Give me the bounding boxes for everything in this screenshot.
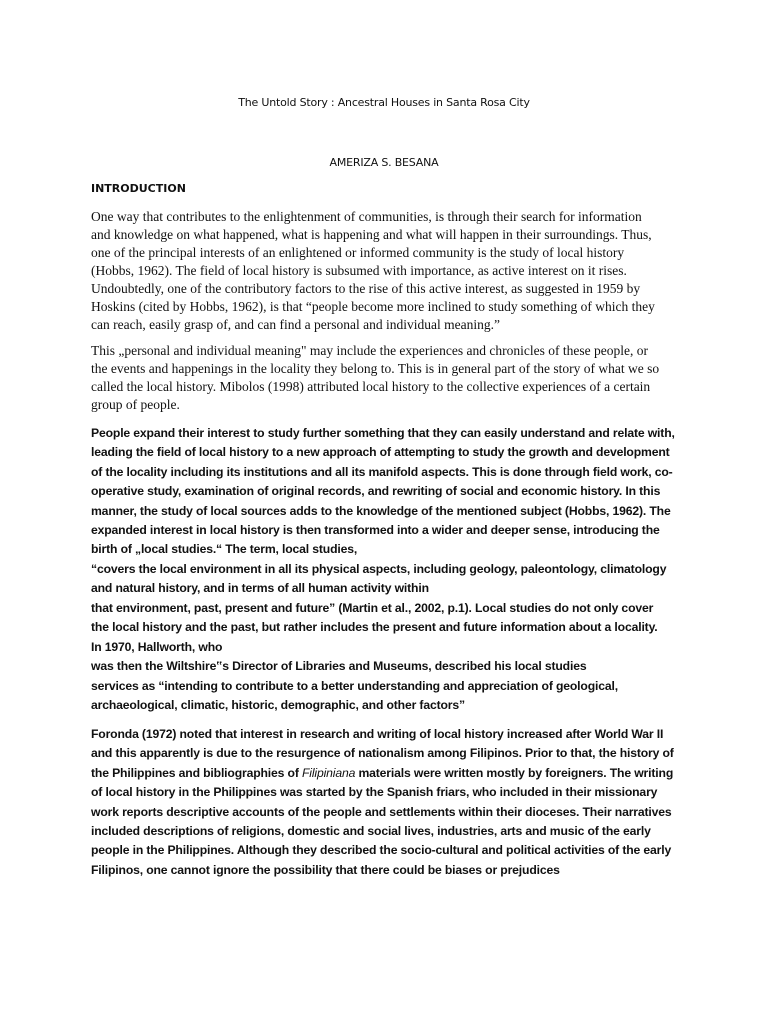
text-line: was then the Wiltshire‟s Director of Libraries and Museums, described his local studies (91, 659, 587, 674)
paragraph-4 (91, 638, 683, 716)
text-line: the events and happenings in the locality they belong to. This is in general part of the story of what we so (91, 361, 660, 376)
paragraph-1 (91, 208, 681, 334)
text-line: one of the principal interests of an enlightened or informed community is the study of local history (91, 245, 625, 260)
text-line: work reports descriptive accounts of the people and settlements within their dioceses. Their narratives (91, 804, 672, 819)
text-line: the local history and the past, but rather includes the present and future information about a locality. (91, 620, 658, 635)
paragraph-2 (91, 342, 681, 414)
text-line: of local history in the Philippines was started by the Spanish friars, who included in their missionary (91, 785, 658, 800)
text-line: of the locality including its institutions and all its manifold aspects. This is done through field work, co- (91, 464, 673, 479)
text-line: “covers the local environment in all its physical aspects, including geology, paleontology, climatology (91, 561, 667, 576)
text-run: the Philippines and bibliographies of (91, 765, 302, 780)
text-line: Hoskins (cited by Hobbs, 1962), is that “people become more inclined to study something of which they (91, 299, 655, 314)
text-line: One way that contributes to the enlightenment of communities, is through their search for information (91, 209, 642, 224)
paragraph-5 (91, 725, 683, 880)
text-line: birth of „local studies.“ The term, local studies, (91, 542, 358, 557)
text-line: expanded interest in local history is then transformed into a wider and deeper sense, introducing the (91, 523, 660, 538)
text-line: group of people. (91, 397, 180, 412)
document-title: The Untold Story : Ancestral Houses in Santa Rosa City (238, 96, 530, 109)
text-line: People expand their interest to study further something that they can easily understand and relate with, (91, 426, 675, 440)
text-line: (Hobbs, 1962). The field of local history is subsumed with importance, as active interest on it rises. (91, 263, 627, 278)
text-line: called the local history. Mibolos (1998) attributed local history to the collective experiences of a certain (91, 379, 651, 394)
text-line: This „personal and individual meaning" may include the experiences and chronicles of these people, or (91, 343, 648, 358)
text-run: materials were written mostly by foreigners. The writing (355, 765, 674, 780)
italic-term-filipiniana: Filipiniana (301, 765, 356, 780)
text-line: Undoubtedly, one of the contributory factors to the rise of this active interest, as suggested in 1959 by (91, 281, 641, 296)
text-line: and natural history, and in terms of all human activity within (91, 581, 429, 596)
text-line: archaeological, climatic, historic, demographic, and other factors” (91, 698, 465, 713)
paragraph-3 (91, 424, 683, 637)
text-line: leading the field of local history to a new approach of attempting to study the growth and development (91, 445, 670, 460)
text-line: Filipinos, one cannot ignore the possibility that there could be biases or prejudices (91, 862, 560, 877)
text-line: can reach, easily grasp of, and can find a personal and individual meaning.” (91, 317, 500, 332)
text-line: people in the Philippines. Although they described the socio-cultural and political activities of the early (91, 843, 672, 858)
text-line: included descriptions of religions, domestic and social lives, industries, arts and music of the early (91, 824, 651, 839)
text-line: Foronda (1972) noted that interest in research and writing of local history increased after World War II (91, 727, 664, 741)
text-line (91, 764, 683, 783)
text-line: and knowledge on what happened, what is happening and what will happen in their surroundings. Thus, (91, 227, 652, 242)
section-heading-introduction: INTRODUCTION (91, 182, 186, 195)
text-line: operative study, examination of original records, and rewriting of social and economic history. In this (91, 484, 661, 499)
text-line: that environment, past, present and future” (Martin et al., 2002, p.1). Local studies do not only cover (91, 600, 654, 615)
text-line: services as “intending to contribute to a better understanding and appreciation of geological, (91, 678, 618, 693)
author-name: AMERIZA S. BESANA (329, 156, 439, 169)
text-line: manner, the study of local sources adds to the knowledge of the mentioned subject (Hobbs, 1962). The (91, 503, 671, 518)
text-line: In 1970, Hallworth, who (91, 640, 223, 654)
text-line: and this apparently is due to the resurgence of nationalism among Filipinos. Prior to that, the history of (91, 746, 674, 761)
